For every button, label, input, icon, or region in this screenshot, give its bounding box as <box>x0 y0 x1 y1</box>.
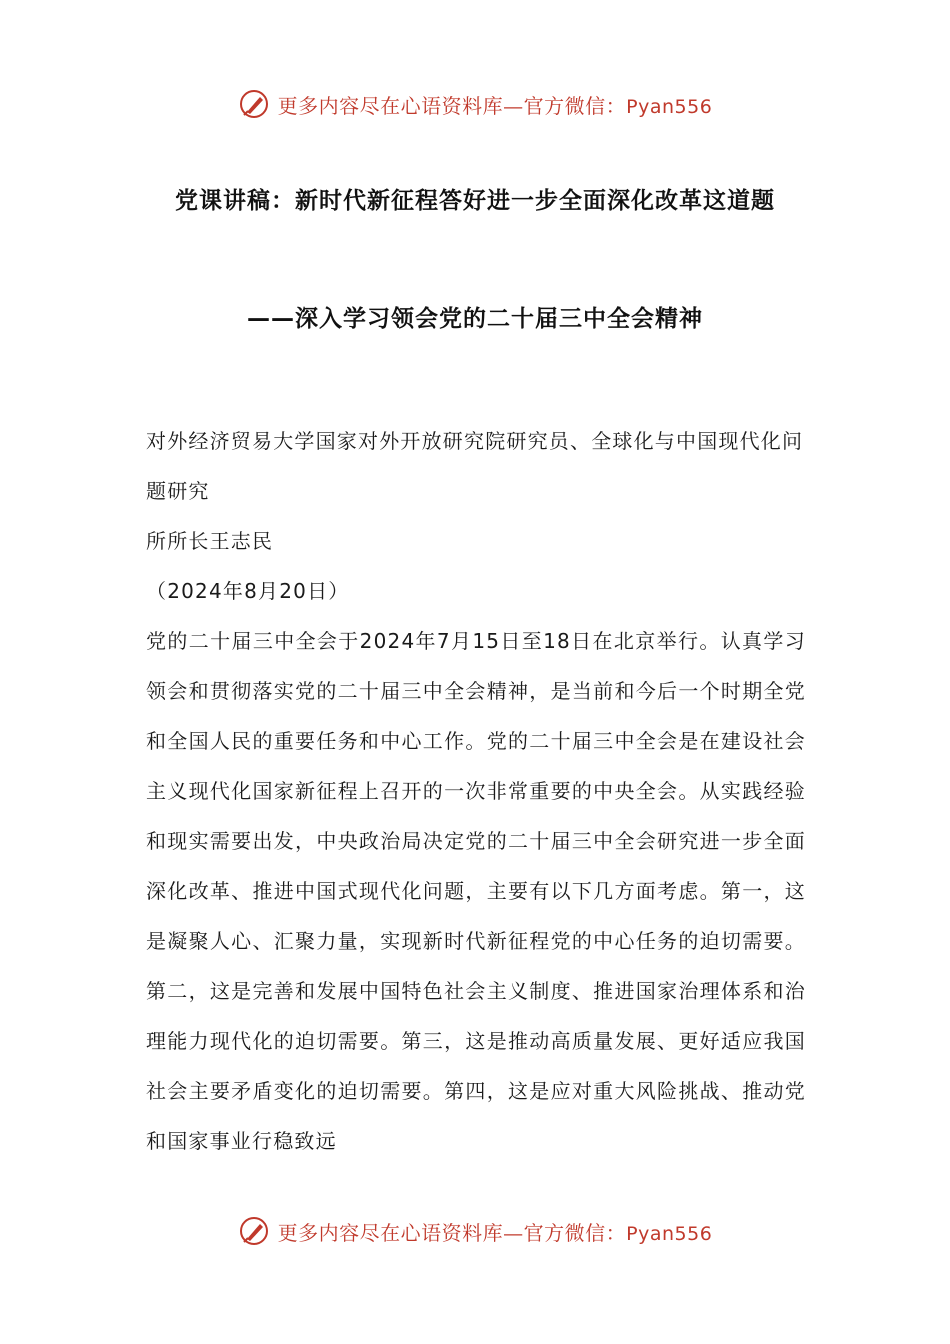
body-paragraph: 党的二十届三中全会于2024年7月15日至18日在北京举行。认真学习领会和贯彻落实党的二十届三中全会精神，是当前和今后一个时期全党和全国人民的重要任务和中心工作。党的二十届三中全会是在建设社会主义现代化国家新征程上召开的一次非常重要的中央全会。从实践经验和现实需要出发，中央政治局决定党的二十届三中全会研究进一步全面深化改革、推进中国式现代化问题，主要有以下几方面考虑。第一，这是凝聚人心、汇聚力量，实现新时代新征程党的中心任务的迫切需要。第二，这是完善和发展中国特色社会主义制度、推进国家治理体系和治理能力现代化的迫切需要。第三，这是推动高质量发展、更好适应我国社会主要矛盾变化的迫切需要。第四，这是应对重大风险挑战、推动党和国家事业行稳致远 <box>146 629 806 1153</box>
watermark-text: 更多内容尽在心语资料库—官方微信：Pyan556 <box>277 93 713 118</box>
header-watermark <box>0 84 950 124</box>
author-affiliation: 对外经济贸易大学国家对外开放研究院研究员、全球化与中国现代化问题研究 <box>146 429 804 503</box>
watermark-text: 更多内容尽在心语资料库—官方微信：Pyan556 <box>277 1220 713 1245</box>
document-date: （2024年8月20日） <box>146 579 350 603</box>
pen-circle-logo-icon <box>238 88 270 120</box>
footer-watermark <box>0 1211 950 1251</box>
author-title: 所所长王志民 <box>146 529 274 553</box>
pen-circle-logo-icon <box>238 1215 270 1247</box>
document-subtitle: ——深入学习领会党的二十届三中全会精神 <box>247 306 703 332</box>
document-body <box>146 416 806 1166</box>
document-title: 党课讲稿：新时代新征程答好进一步全面深化改革这道题 <box>175 188 775 214</box>
